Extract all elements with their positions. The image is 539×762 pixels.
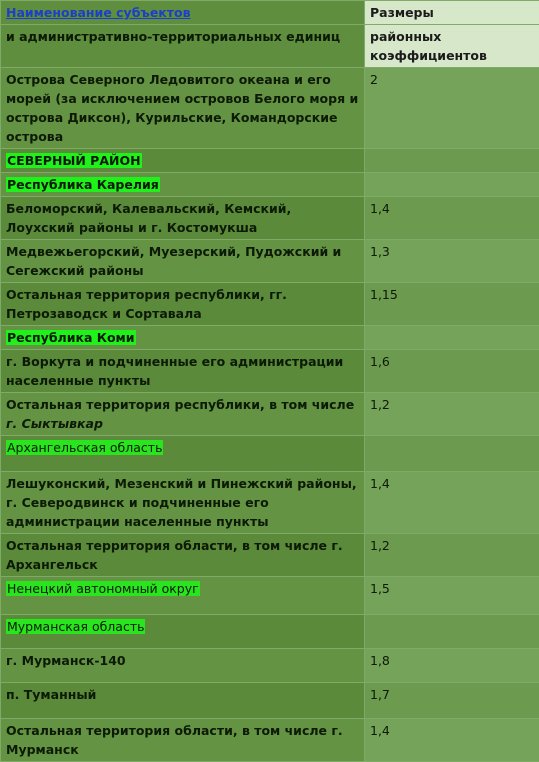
header-cell-name-2 xyxy=(1,25,365,68)
row-name: Остальная территория области, в том числе г. Архангельск xyxy=(1,534,365,577)
table-row xyxy=(1,719,539,762)
header-cell-coef xyxy=(365,1,539,25)
row-value: 1,15 xyxy=(365,283,539,326)
region-highlight: Архангельская область xyxy=(6,440,163,455)
table-row xyxy=(1,68,539,149)
row-name: Медвежьегорский, Муезерский, Пудожский и Сегежский районы xyxy=(1,240,365,283)
row-value: 2 xyxy=(365,68,539,149)
header-row xyxy=(1,1,539,25)
row-name xyxy=(1,393,365,436)
row-name xyxy=(1,615,365,649)
subjects-header-link[interactable]: Наименование субъектов xyxy=(6,5,191,20)
row-value: 1,7 xyxy=(365,683,539,719)
table-row xyxy=(1,615,539,649)
row-name: Острова Северного Ледовитого океана и его морей (за исключением островов Белого моря и острова Диксон), Курильские, Командорские острова xyxy=(1,68,365,149)
row-value: 1,6 xyxy=(365,350,539,393)
row-name xyxy=(1,149,365,173)
row-name xyxy=(1,436,365,472)
row-value: 1,2 xyxy=(365,534,539,577)
row-value xyxy=(365,173,539,197)
header-row-2 xyxy=(1,25,539,68)
table-row xyxy=(1,683,539,719)
table-row xyxy=(1,393,539,436)
row-value xyxy=(365,615,539,649)
row-name xyxy=(1,577,365,615)
row-name xyxy=(1,326,365,350)
table-row xyxy=(1,149,539,173)
row-value: 1,4 xyxy=(365,472,539,534)
row-name xyxy=(1,173,365,197)
row-value: 1,4 xyxy=(365,197,539,240)
table-row xyxy=(1,534,539,577)
row-value: 1,4 xyxy=(365,719,539,762)
region-highlight: Республика Коми xyxy=(6,330,136,345)
row-name: г. Мурманск-140 xyxy=(1,649,365,683)
row-name-italic: г. Сыктывкар xyxy=(6,416,103,431)
table-row xyxy=(1,283,539,326)
table-row xyxy=(1,326,539,350)
row-value: 1,8 xyxy=(365,649,539,683)
row-value xyxy=(365,436,539,472)
table-row xyxy=(1,197,539,240)
coef-header-line1: Размеры xyxy=(370,5,434,20)
row-value xyxy=(365,326,539,350)
row-value xyxy=(365,149,539,173)
row-value: 1,5 xyxy=(365,577,539,615)
header-cell-coef-2 xyxy=(365,25,539,68)
table-row xyxy=(1,240,539,283)
subjects-header-line2: и административно-территориальных единиц xyxy=(6,29,340,44)
row-name-prefix: Остальная территория республики, в том числе xyxy=(6,397,354,412)
table-row xyxy=(1,173,539,197)
coef-header-line2: районных xyxy=(370,27,535,46)
row-name: п. Туманный xyxy=(1,683,365,719)
table-row xyxy=(1,472,539,534)
region-highlight: Ненецкий автономный округ xyxy=(6,581,200,596)
row-name: г. Воркута и подчиненные его администрации населенные пункты xyxy=(1,350,365,393)
row-value: 1,3 xyxy=(365,240,539,283)
row-value: 1,2 xyxy=(365,393,539,436)
row-name: Остальная территория республики, гг. Петрозаводск и Сортавала xyxy=(1,283,365,326)
region-highlight: Республика Карелия xyxy=(6,177,160,192)
section-title-highlight: СЕВЕРНЫЙ РАЙОН xyxy=(6,153,142,168)
region-highlight: Мурманская область xyxy=(6,619,145,634)
row-name: Остальная территория области, в том числе г. Мурманск xyxy=(1,719,365,762)
table-row xyxy=(1,649,539,683)
table-row xyxy=(1,436,539,472)
row-name: Лешуконский, Мезенский и Пинежский районы, г. Северодвинск и подчиненные его администрации населенные пункты xyxy=(1,472,365,534)
table-row xyxy=(1,577,539,615)
row-name: Беломорский, Калевальский, Кемский, Лоухский районы и г. Костомукша xyxy=(1,197,365,240)
header-cell-name xyxy=(1,1,365,25)
coef-header-line3: коэффициентов xyxy=(370,46,535,65)
table-row xyxy=(1,350,539,393)
